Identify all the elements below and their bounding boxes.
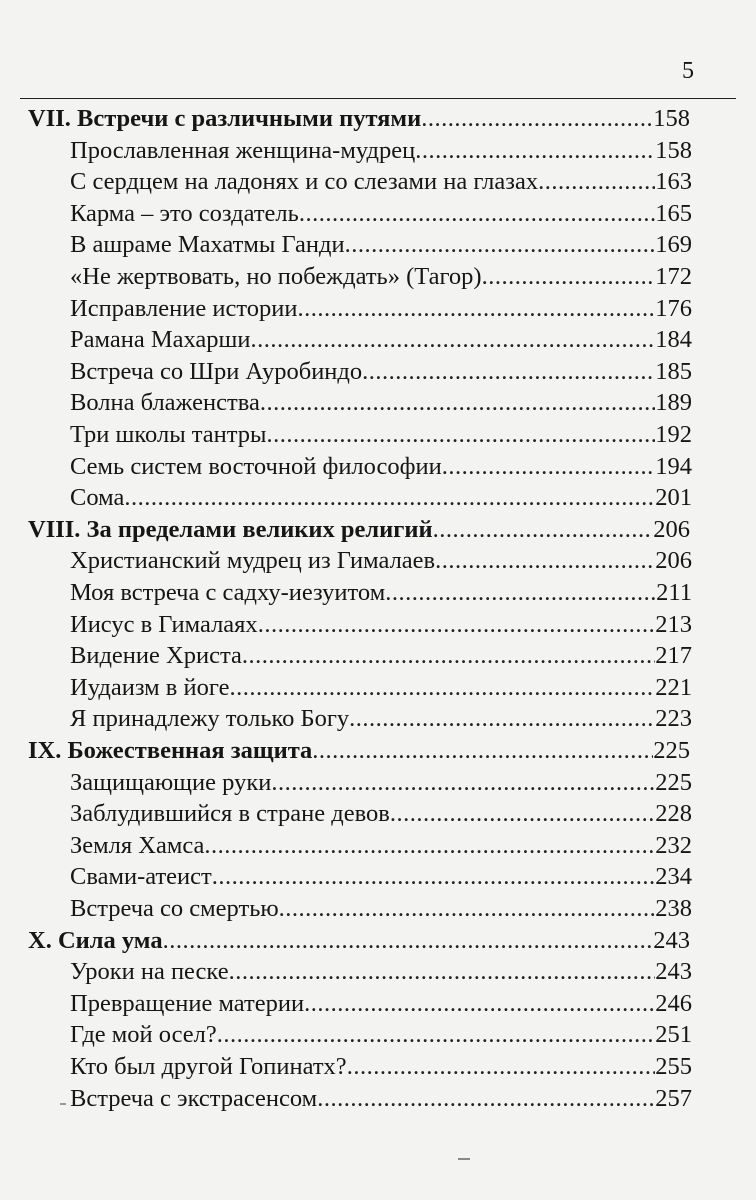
toc-section-row [28, 104, 690, 134]
toc-entry-row [70, 578, 692, 608]
toc-section-title: VIII. За пределами великих религий [28, 515, 433, 543]
dot-leader [442, 452, 656, 482]
toc-entry-title: Земля Хамса [70, 831, 205, 859]
toc-entry-title: Карма – это создатель [70, 199, 299, 227]
dot-leader [385, 578, 656, 608]
toc-page-number: 225 [653, 737, 690, 764]
dot-leader [279, 894, 656, 924]
toc-entry-title: Моя встреча с садху-иезуитом [70, 579, 386, 606]
toc-entry-row [70, 325, 692, 355]
dot-leader [229, 957, 656, 987]
dot-leader [538, 167, 655, 197]
dot-leader [482, 262, 656, 292]
toc-page-number: 225 [655, 768, 692, 796]
toc-entry-title: Иудаизм в йоге [70, 673, 230, 701]
toc-page-number: 255 [655, 1053, 692, 1080]
dot-leader [297, 294, 655, 324]
toc-page-number: 217 [655, 642, 692, 670]
toc-page-number: 165 [655, 199, 692, 227]
toc-entry-row [70, 704, 692, 734]
toc-page-number: 169 [655, 231, 692, 259]
toc-entry-title: Свами-атеист [70, 863, 212, 891]
toc-entry-row [70, 610, 692, 640]
toc-page-number: 158 [655, 136, 692, 164]
toc-page-number: 176 [655, 294, 692, 322]
print-mark [458, 1158, 470, 1160]
toc-entry-title: Волна блаженства [70, 389, 260, 417]
toc-entry-title: Рамана Махарши [70, 326, 251, 354]
toc-page-number: 246 [655, 989, 692, 1017]
toc-section-title: IX. Божественная защита [28, 737, 313, 764]
toc-entry-title: Три школы тантры [70, 421, 267, 448]
dot-leader [124, 483, 655, 513]
toc-page-number: 243 [655, 958, 692, 986]
dot-leader [312, 736, 653, 766]
toc-section-row [28, 515, 690, 545]
toc-page-number: 228 [655, 800, 692, 828]
toc-entry-row [70, 1084, 692, 1114]
toc-page-number: 172 [655, 263, 692, 290]
toc-page-number: 221 [655, 673, 692, 701]
toc-page-number: 163 [655, 168, 692, 196]
toc-entry-title: Уроки на песке [70, 958, 229, 986]
toc-entry-row [70, 989, 692, 1019]
toc-entry-row [70, 957, 692, 987]
toc-entry-title: «Не жертвовать, но побеждать» (Тагор) [70, 263, 482, 290]
toc-entry-title: В ашраме Махатмы Ганди [70, 231, 345, 259]
toc-entry-title: Встреча с экстрасенсом [70, 1084, 318, 1112]
toc-page-number: 238 [655, 895, 692, 922]
toc-page-number: 257 [655, 1084, 692, 1112]
toc-page-number: 234 [655, 863, 692, 891]
toc-entry-row [70, 420, 692, 450]
dot-leader [271, 768, 655, 798]
toc-entry-row [70, 452, 692, 482]
toc-page-number: 158 [653, 105, 690, 132]
toc-entry-row [70, 641, 692, 671]
toc-entry-row [70, 768, 692, 798]
toc-page-number: 194 [655, 452, 692, 480]
toc-entry-row [70, 388, 692, 418]
dot-leader [212, 862, 656, 892]
dot-leader [163, 926, 654, 956]
toc-entry-title: Исправление истории [70, 294, 298, 322]
toc-page-number: 211 [656, 579, 692, 606]
toc-entry-row [70, 483, 692, 513]
dot-leader [415, 136, 655, 166]
dot-leader [433, 515, 654, 545]
toc-entry-row [70, 1020, 692, 1050]
page-number: 5 [682, 58, 694, 84]
toc-page-number: 243 [653, 926, 690, 954]
print-mark [60, 1103, 66, 1105]
toc-entry-title: Семь систем восточной философии [70, 452, 442, 480]
toc-section-title: VII. Встречи с различными путями [28, 105, 422, 132]
toc-page-number: 192 [655, 421, 692, 448]
toc-entry-title: Сома [70, 484, 125, 512]
dot-leader [347, 1052, 656, 1082]
dot-leader [317, 1084, 655, 1114]
toc-entry-row [70, 894, 692, 924]
toc-page-number: 189 [655, 389, 692, 417]
dot-leader [260, 388, 655, 418]
toc-entry-title: Встреча со смертью [70, 895, 279, 922]
toc-page-number: 251 [655, 1021, 692, 1049]
toc-entry-title: С сердцем на ладонях и со слезами на глазах [70, 168, 539, 196]
toc-entry-row [70, 167, 692, 197]
toc-entry-row [70, 862, 692, 892]
toc-page-number: 201 [655, 484, 692, 512]
dot-leader [345, 230, 656, 260]
toc-entry-title: Заблудившийся в стране девов [70, 800, 390, 828]
dot-leader [229, 673, 655, 703]
dot-leader [304, 989, 655, 1019]
toc-page-number: 206 [653, 515, 690, 543]
toc-page-number: 232 [655, 831, 692, 859]
toc-page-number: 185 [655, 357, 692, 385]
dot-leader [267, 420, 656, 450]
toc-entry-row [70, 230, 692, 260]
toc-section-row [28, 926, 690, 956]
dot-leader [299, 199, 655, 229]
toc-entry-row [70, 262, 692, 292]
dot-leader [362, 357, 655, 387]
toc-entry-title: Иисус в Гималаях [70, 610, 258, 638]
toc-page-number: 184 [655, 326, 692, 354]
dot-leader [258, 610, 656, 640]
toc-entry-title: Встреча со Шри Ауробиндо [70, 357, 363, 385]
toc-page-number: 223 [655, 705, 692, 733]
toc-entry-row [70, 357, 692, 387]
toc-entry-row [70, 136, 692, 166]
dot-leader [435, 546, 655, 576]
toc-entry-row [70, 546, 692, 576]
toc-entry-row [70, 1052, 692, 1082]
dot-leader [251, 325, 656, 355]
dot-leader [242, 641, 655, 671]
dot-leader [217, 1020, 655, 1050]
toc-entry-row [70, 831, 692, 861]
dot-leader [204, 831, 655, 861]
dot-leader [421, 104, 653, 134]
toc-entry-row [70, 673, 692, 703]
toc-entry-row [70, 294, 692, 324]
toc-entry-title: Превращение материи [70, 989, 305, 1017]
header-rule [20, 98, 736, 99]
toc-entry-title: Защищающие руки [70, 768, 272, 796]
toc-section-title: X. Сила ума [28, 926, 163, 954]
dot-leader [349, 704, 655, 734]
toc-entry-title: Христианский мудрец из Гималаев [70, 547, 436, 575]
toc-page-number: 213 [655, 610, 692, 638]
toc-entry-row [70, 199, 692, 229]
toc-entry-title: Видение Христа [70, 642, 242, 670]
toc-entry-title: Где мой осел? [70, 1021, 217, 1049]
toc-entry-title: Я принадлежу только Богу [70, 705, 350, 733]
toc-entry-row [70, 799, 692, 829]
toc-page-number: 206 [655, 547, 692, 575]
dot-leader [390, 799, 655, 829]
toc-entry-title: Кто был другой Гопинатх? [70, 1053, 347, 1080]
toc-section-row [28, 736, 690, 766]
toc-entry-title: Прославленная женщина-мудрец [70, 136, 416, 164]
